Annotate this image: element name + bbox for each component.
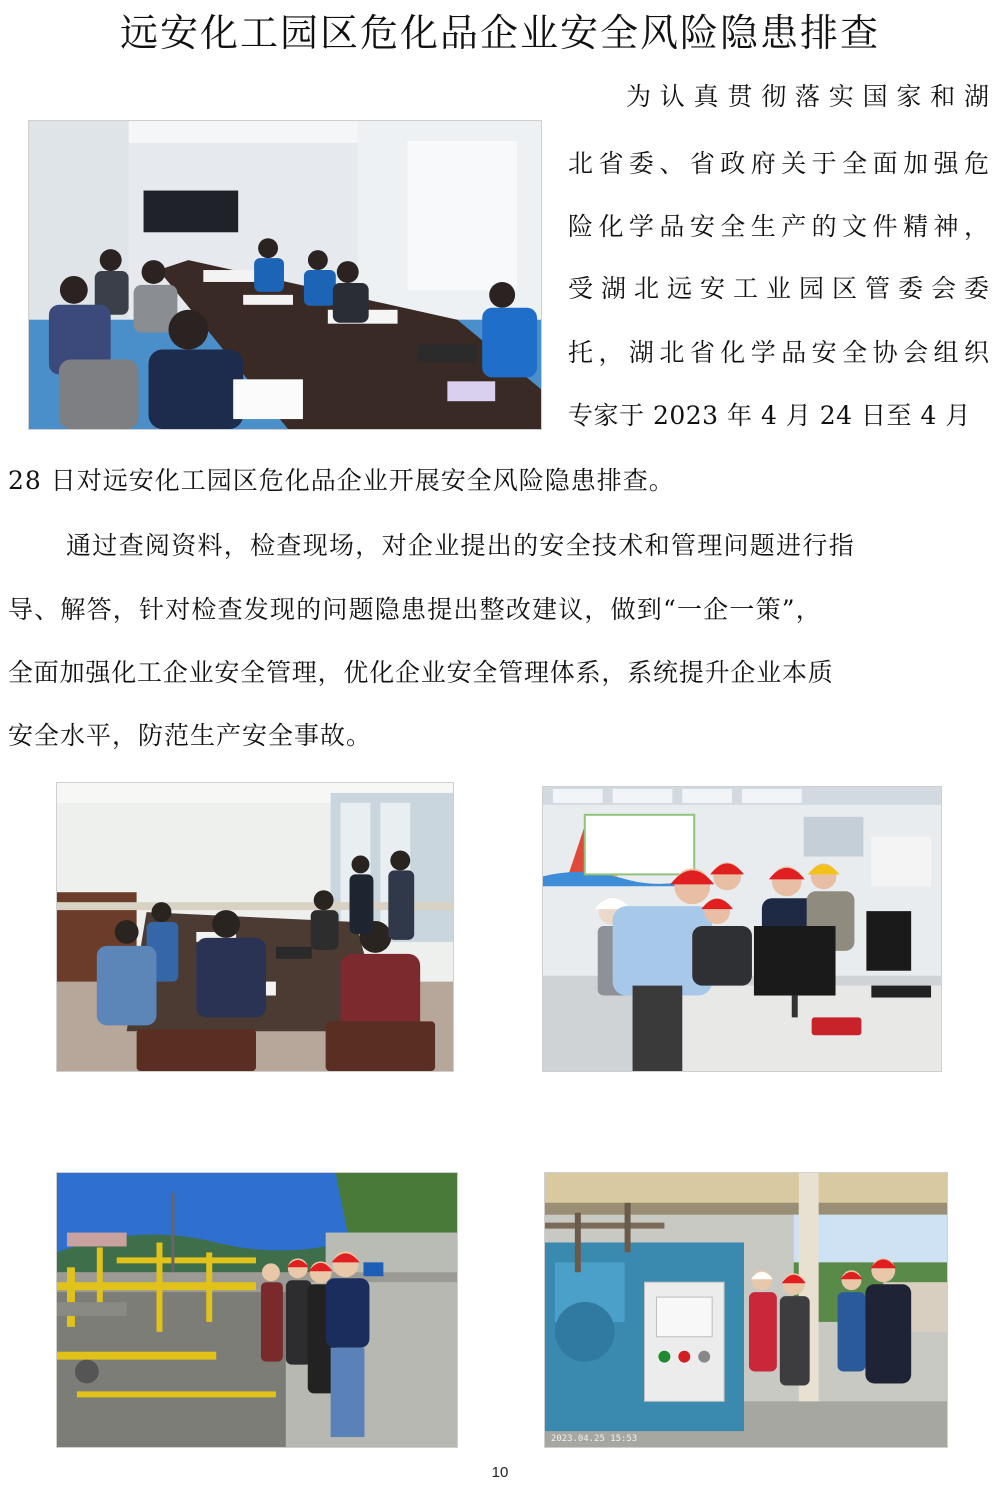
photo-meeting-room-2-illustration bbox=[57, 783, 453, 1071]
paragraph-2-line-1: 通过查阅资料，检查现场，对企业提出的安全技术和管理问题进行指 bbox=[66, 531, 856, 560]
photo-meeting-room-1 bbox=[28, 120, 542, 430]
paragraph-1-line-6: 专家于 2023 年 4 月 24 日至 4 月 bbox=[568, 401, 971, 430]
paragraph-1-line-7: 28 日对远安化工园区危化品企业开展安全风险隐患排查。 bbox=[8, 466, 675, 495]
paragraph-1-line-4: 受湖北远安工业园区管委会委 bbox=[568, 274, 990, 303]
photo-outdoor-pipeline-illustration bbox=[57, 1173, 457, 1447]
paragraph-1-line-1: 为认真贯彻落实国家和湖 bbox=[626, 82, 990, 111]
page-number: 10 bbox=[491, 1464, 509, 1481]
paragraph-1-line-2: 北省委、省政府关于全面加强危 bbox=[568, 149, 990, 178]
photo-outdoor-pipeline bbox=[56, 1172, 458, 1448]
photo-control-room bbox=[542, 786, 942, 1072]
photo-equipment-inspection-illustration bbox=[545, 1173, 947, 1447]
photo-equipment-inspection bbox=[544, 1172, 948, 1448]
paragraph-2-line-4: 安全水平，防范生产安全事故。 bbox=[8, 721, 373, 750]
photo-timestamp: 2023.04.25 15:53 bbox=[550, 1434, 638, 1445]
paragraph-1-line-5: 托，湖北省化学品安全协会组织 bbox=[568, 338, 990, 367]
paragraph-2-line-2: 导、解答，针对检查发现的问题隐患提出整改建议，做到“一企一策”， bbox=[8, 595, 822, 624]
photo-meeting-room-2 bbox=[56, 782, 454, 1072]
photo-meeting-room-1-illustration bbox=[29, 121, 541, 429]
photo-control-room-illustration bbox=[543, 787, 941, 1071]
paragraph-2-line-3: 全面加强化工企业安全管理，优化企业安全管理体系，系统提升企业本质 bbox=[8, 658, 834, 687]
page-title: 远安化工园区危化品企业安全风险隐患排查 bbox=[119, 11, 880, 55]
paragraph-1-line-3: 险化学品安全生产的文件精神， bbox=[568, 212, 990, 241]
